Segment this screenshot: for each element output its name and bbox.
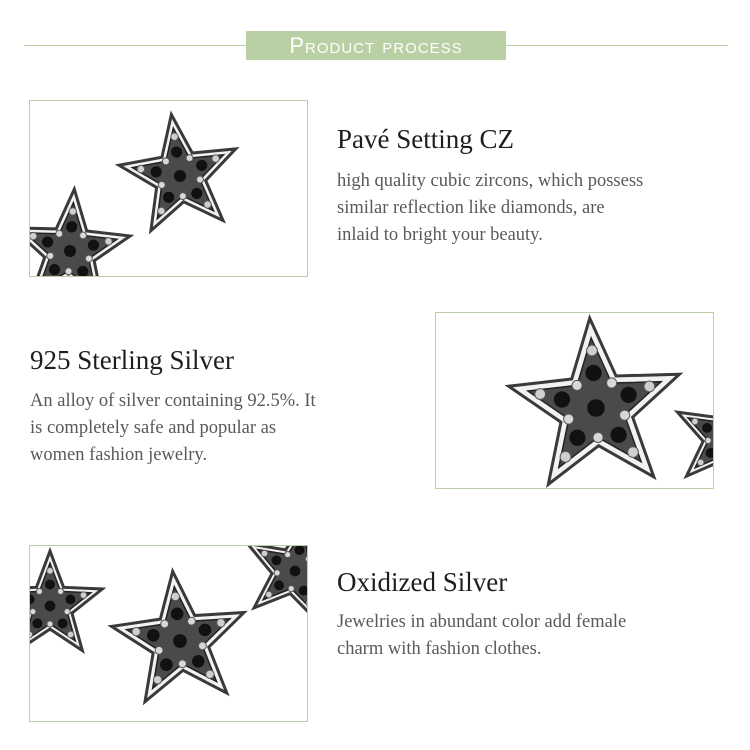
feature-desc-sterling bbox=[30, 388, 400, 469]
oxidized-silver-photo bbox=[29, 545, 308, 722]
star-earring-photo-icon bbox=[436, 313, 713, 488]
feature-desc-pave bbox=[337, 168, 727, 249]
desc-line: women fashion jewelry. bbox=[30, 445, 208, 465]
section-header-title: Product process bbox=[289, 32, 463, 58]
pave-setting-photo bbox=[29, 100, 308, 277]
desc-line: similar reflection like diamonds, are bbox=[337, 198, 605, 218]
desc-line: charm with fashion clothes. bbox=[337, 639, 542, 659]
header-divider-right bbox=[506, 45, 728, 46]
header-divider-left bbox=[24, 45, 246, 46]
section-header bbox=[246, 31, 506, 60]
desc-line: high quality cubic zircons, which possess bbox=[337, 171, 644, 191]
feature-desc-oxidized bbox=[337, 609, 727, 663]
desc-line: inlaid to bright your beauty. bbox=[337, 225, 543, 245]
star-earring-photo-icon bbox=[30, 101, 307, 276]
desc-line: An alloy of silver containing 92.5%. It bbox=[30, 391, 316, 411]
sterling-silver-photo bbox=[435, 312, 714, 489]
desc-line: is completely safe and popular as bbox=[30, 418, 277, 438]
star-earring-photo-icon bbox=[30, 546, 307, 721]
feature-title-sterling: 925 Sterling Silver bbox=[30, 345, 234, 375]
feature-title-oxidized: Oxidized Silver bbox=[337, 567, 508, 597]
desc-line: Jewelries in abundant color add female bbox=[337, 612, 627, 632]
feature-title-pave: Pavé Setting CZ bbox=[337, 124, 514, 154]
